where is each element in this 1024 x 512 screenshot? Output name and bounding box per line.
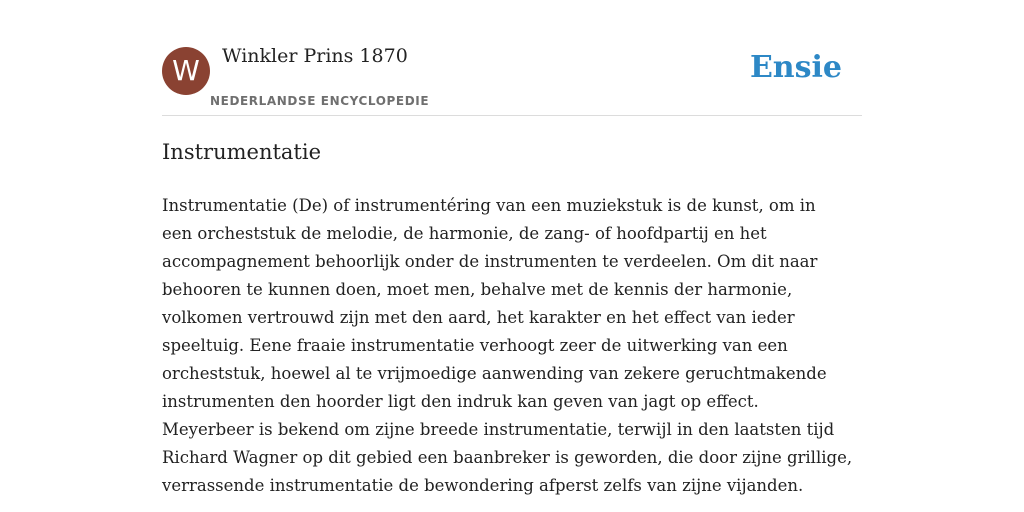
entry-line: volkomen vertrouwd zijn met den aard, het karakter en het effect van ieder xyxy=(162,308,795,327)
entry-title: Instrumentatie xyxy=(162,140,322,164)
entry-line: behooren te kunnen doen, moet men, behalve met de kennis der harmonie, xyxy=(162,280,793,299)
ensie-logo[interactable]: Ensie xyxy=(749,50,842,85)
entry-line: orcheststuk, hoewel al te vrijmoedige aanwending van zekere geruchtmakende xyxy=(162,364,827,383)
entry-line: speeltuig. Eene fraaie instrumentatie verhoogt zeer de uitwerking van een xyxy=(162,336,788,355)
entry-body xyxy=(162,192,862,500)
header-divider xyxy=(162,115,862,116)
entry-line: Instrumentatie (De) of instrumentéring van een muziekstuk is de kunst, om in xyxy=(162,196,816,215)
entry-line: instrumenten den hoorder ligt den indruk kan geven van jagt op effect. xyxy=(162,392,759,411)
entry-line: een orcheststuk de melodie, de harmonie, de zang- of hoofdpartij en het xyxy=(162,224,767,243)
entry-line: verrassende instrumentatie de bewondering afperst zelfs van zijne vijanden. xyxy=(162,476,804,495)
source-subtitle: NEDERLANDSE ENCYCLOPEDIE xyxy=(210,94,430,108)
entry-line: Meyerbeer is bekend om zijne breede instrumentatie, terwijl in den laatsten tijd xyxy=(162,420,835,439)
entry-line: accompagnement behoorlijk onder de instrumenten te verdeelen. Om dit naar xyxy=(162,252,818,271)
source-avatar[interactable]: W xyxy=(162,47,210,95)
entry-line: Richard Wagner op dit gebied een baanbreker is geworden, die door zijne grillige, xyxy=(162,448,853,467)
source-title[interactable]: Winkler Prins 1870 xyxy=(222,45,408,67)
